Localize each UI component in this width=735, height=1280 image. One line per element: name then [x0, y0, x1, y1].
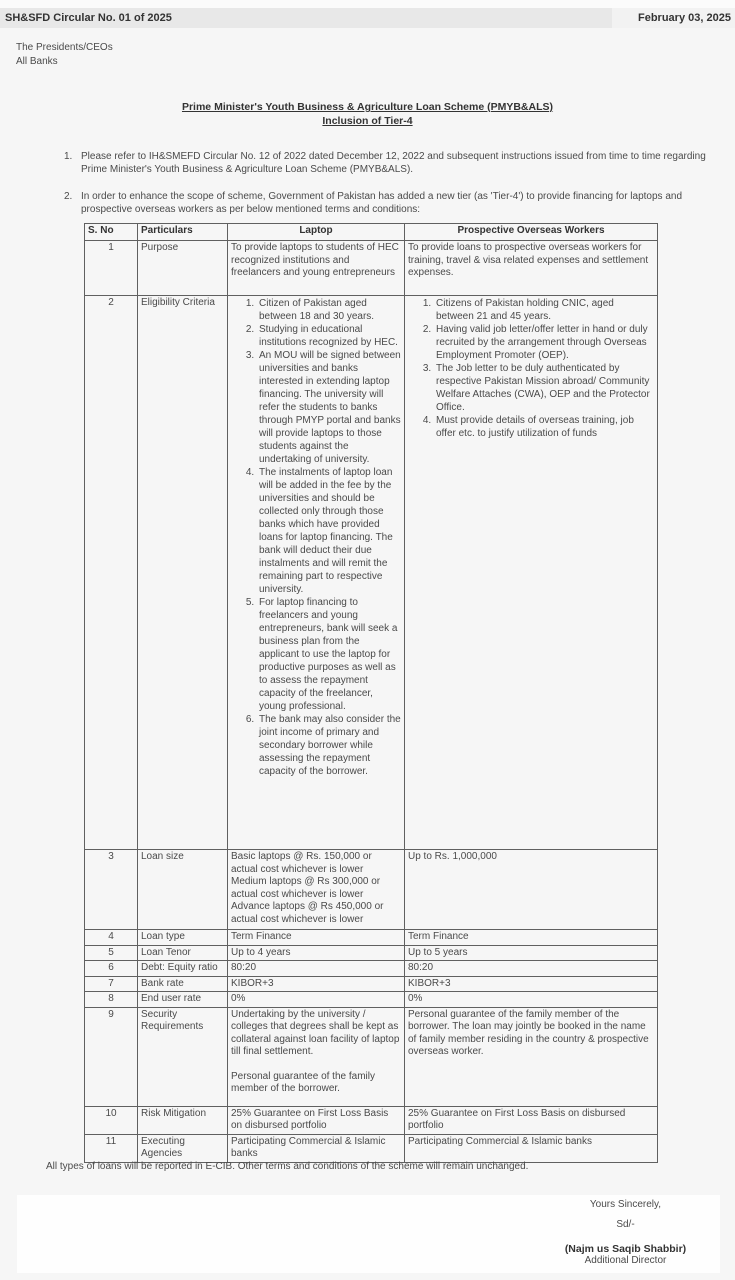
- cell-sno: 1: [85, 241, 138, 296]
- list-item: 1. Citizen of Pakistan aged between 18 and 30 years.: [257, 297, 401, 323]
- list-item: 4. The instalments of laptop loan will be added in the fee by the universities and should be collected only through those banks which have provided loans for laptop financing. The bank will deduct their due instalments and will remit the remaining part to respective university.: [257, 466, 401, 596]
- table-row-risk-mitigation: [85, 1106, 658, 1134]
- table-row-loan-tenor: [85, 945, 658, 961]
- cell-purpose-laptop: To provide laptops to students of HEC recognized institutions and freelancers and young entrepreneurs: [228, 241, 405, 296]
- cell-particular: Loan Tenor: [138, 945, 228, 961]
- table-row-loan-size: [85, 850, 658, 930]
- cell-eligibility-overseas: [405, 296, 658, 850]
- cell-sno: 4: [85, 930, 138, 946]
- eligibility-laptop-list: [231, 297, 401, 778]
- cell-security-overseas: Personal guarantee of the family member of the borrower. The loan may jointly be booked in the name of family member residing in the country & prospective overseas worker.: [405, 1007, 658, 1106]
- circular-date: February 03, 2025: [638, 12, 731, 24]
- document-title: [0, 100, 735, 128]
- cell-risk-laptop: 25% Guarantee on First Loss Basis on disbursed portfolio: [228, 1106, 405, 1134]
- list-item: 6. The bank may also consider the joint income of primary and secondary borrower while assessing the repayment capacity of the borrower.: [257, 713, 401, 778]
- cell-sno: 5: [85, 945, 138, 961]
- signature-salutation: Yours Sincerely,: [589, 1199, 662, 1210]
- security-laptop-para2: Personal guarantee of the family member of the borrower.: [231, 1070, 375, 1094]
- cell-risk-overseas: 25% Guarantee on First Loss Basis on disbursed portfolio: [405, 1106, 658, 1134]
- document-title-line2: Inclusion of Tier-4: [322, 115, 413, 127]
- loansize-line: Advance laptops @ Rs 450,000 or actual cost whichever is lower: [231, 901, 384, 925]
- table-row-purpose: [85, 241, 658, 296]
- cell-loantype-overseas: Term Finance: [405, 930, 658, 946]
- list-item: 2. Having valid job letter/offer letter in hand or duly recruited by the arrangement through Overseas Employment Promoter (OEP).: [434, 323, 654, 362]
- addressee-line-1: The Presidents/CEOs: [16, 42, 113, 53]
- list-item: 5. For laptop financing to freelancers and young entrepreneurs, bank will seek a business plan from the applicant to use the laptop for productive purposes as well as to assess the repayment capacity of the freelancer, young professional.: [257, 596, 401, 713]
- cell-loantype-laptop: Term Finance: [228, 930, 405, 946]
- circular-number-bar: [0, 8, 612, 28]
- cell-enduserrate-overseas: 0%: [405, 992, 658, 1008]
- cell-sno: 11: [85, 1134, 138, 1162]
- table-row-eligibility: [85, 296, 658, 850]
- paragraph-2-number: 2.: [64, 191, 73, 202]
- signature-block: [528, 1199, 723, 1267]
- paragraph-2-text: In order to enhance the scope of scheme, Government of Pakistan has added a new tier (as 'Tier-4') to provide financing for laptops and prospective overseas workers as per below mentioned terms and conditions:: [81, 191, 683, 215]
- cell-eligibility-laptop: [228, 296, 405, 850]
- cell-loansize-laptop: [228, 850, 405, 930]
- cell-particular: Eligibility Criteria: [138, 296, 228, 850]
- cell-particular: Purpose: [138, 241, 228, 296]
- cell-bankrate-laptop: KIBOR+3: [228, 976, 405, 992]
- cell-enduserrate-laptop: 0%: [228, 992, 405, 1008]
- cell-particular: Executing Agencies: [138, 1134, 228, 1162]
- col-header-sno: S. No: [85, 224, 138, 241]
- addressee-line-2: All Banks: [16, 56, 58, 67]
- list-item: 4. Must provide details of overseas training, job offer etc. to justify utilization of funds: [434, 414, 654, 440]
- signatory-name: (Najm us Saqib Shabbir): [564, 1243, 687, 1255]
- closing-note: All types of loans will be reported in E-CIB. Other terms and conditions of the scheme will remain unchanged.: [46, 1161, 529, 1172]
- table-row-debt-equity: [85, 961, 658, 977]
- cell-executing-overseas: Participating Commercial & Islamic banks: [405, 1134, 658, 1162]
- cell-debtequity-laptop: 80:20: [228, 961, 405, 977]
- table-row-security: [85, 1007, 658, 1106]
- addressee-block: [16, 41, 113, 69]
- cell-security-laptop: [228, 1007, 405, 1106]
- cell-sno: 2: [85, 296, 138, 850]
- cell-sno: 9: [85, 1007, 138, 1106]
- cell-sno: 7: [85, 976, 138, 992]
- cell-sno: 3: [85, 850, 138, 930]
- loansize-line: Medium laptops @ Rs 300,000 or actual cost whichever is lower: [231, 876, 381, 900]
- loansize-line: Basic laptops @ Rs. 150,000 or actual cost whichever is lower: [231, 851, 372, 875]
- security-laptop-para1: Undertaking by the university / colleges that degrees shall be kept as collateral against loan facility of laptop till final settlement.: [231, 1008, 400, 1057]
- terms-and-conditions-table: [84, 223, 658, 1163]
- cell-sno: 6: [85, 961, 138, 977]
- cell-sno: 8: [85, 992, 138, 1008]
- col-header-laptop: Laptop: [228, 224, 405, 241]
- list-item: 1. Citizens of Pakistan holding CNIC, aged between 21 and 45 years.: [434, 297, 654, 323]
- paragraph-1-number: 1.: [64, 151, 73, 162]
- list-item: 3. The Job letter to be duly authenticated by respective Pakistan Mission abroad/ Community Welfare Attaches (CWA), OEP and the Protector Office.: [434, 362, 654, 414]
- top-strip: [0, 0, 735, 8]
- cell-loansize-overseas: Up to Rs. 1,000,000: [405, 850, 658, 930]
- cell-tenor-overseas: Up to 5 years: [405, 945, 658, 961]
- cell-sno: 10: [85, 1106, 138, 1134]
- cell-particular: End user rate: [138, 992, 228, 1008]
- paragraph-1: [64, 150, 721, 176]
- cell-tenor-laptop: Up to 4 years: [228, 945, 405, 961]
- col-header-overseas: Prospective Overseas Workers: [405, 224, 658, 241]
- paragraph-2: [64, 190, 721, 216]
- document-title-line1: Prime Minister's Youth Business & Agriculture Loan Scheme (PMYB&ALS): [181, 101, 554, 113]
- cell-debtequity-overseas: 80:20: [405, 961, 658, 977]
- paragraph-1-text: Please refer to IH&SMEFD Circular No. 12 of 2022 dated December 12, 2022 and subsequent instructions issued from time to time regarding Prime Minister's Youth Business & Agriculture Loan Scheme (PMYB&ALS).: [81, 151, 706, 175]
- circular-date-bar: [612, 8, 735, 28]
- table-row-end-user-rate: [85, 992, 658, 1008]
- table-row-executing-agencies: [85, 1134, 658, 1162]
- cell-particular: Loan size: [138, 850, 228, 930]
- list-item: 3. An MOU will be signed between universities and banks interested in extending laptop financing. The university will refer the students to banks through PMYP portal and banks will provide laptops to those students against the undertaking of university.: [257, 349, 401, 466]
- list-item: 2. Studying in educational institutions recognized by HEC.: [257, 323, 401, 349]
- table-header-row: [85, 224, 658, 241]
- table-row-loan-type: [85, 930, 658, 946]
- eligibility-overseas-list: [408, 297, 654, 440]
- signatory-designation: Additional Director: [584, 1255, 667, 1266]
- cell-particular: Risk Mitigation: [138, 1106, 228, 1134]
- table-row-bank-rate: [85, 976, 658, 992]
- circular-number: SH&SFD Circular No. 01 of 2025: [5, 12, 172, 24]
- signature-sd: Sd/-: [616, 1219, 635, 1230]
- cell-particular: Security Requirements: [138, 1007, 228, 1106]
- cell-bankrate-overseas: KIBOR+3: [405, 976, 658, 992]
- cell-executing-laptop: Participating Commercial & Islamic banks: [228, 1134, 405, 1162]
- col-header-particulars: Particulars: [138, 224, 228, 241]
- cell-purpose-overseas: To provide loans to prospective overseas workers for training, travel & visa related expenses and settlement expenses.: [405, 241, 658, 296]
- cell-particular: Debt: Equity ratio: [138, 961, 228, 977]
- cell-particular: Bank rate: [138, 976, 228, 992]
- cell-particular: Loan type: [138, 930, 228, 946]
